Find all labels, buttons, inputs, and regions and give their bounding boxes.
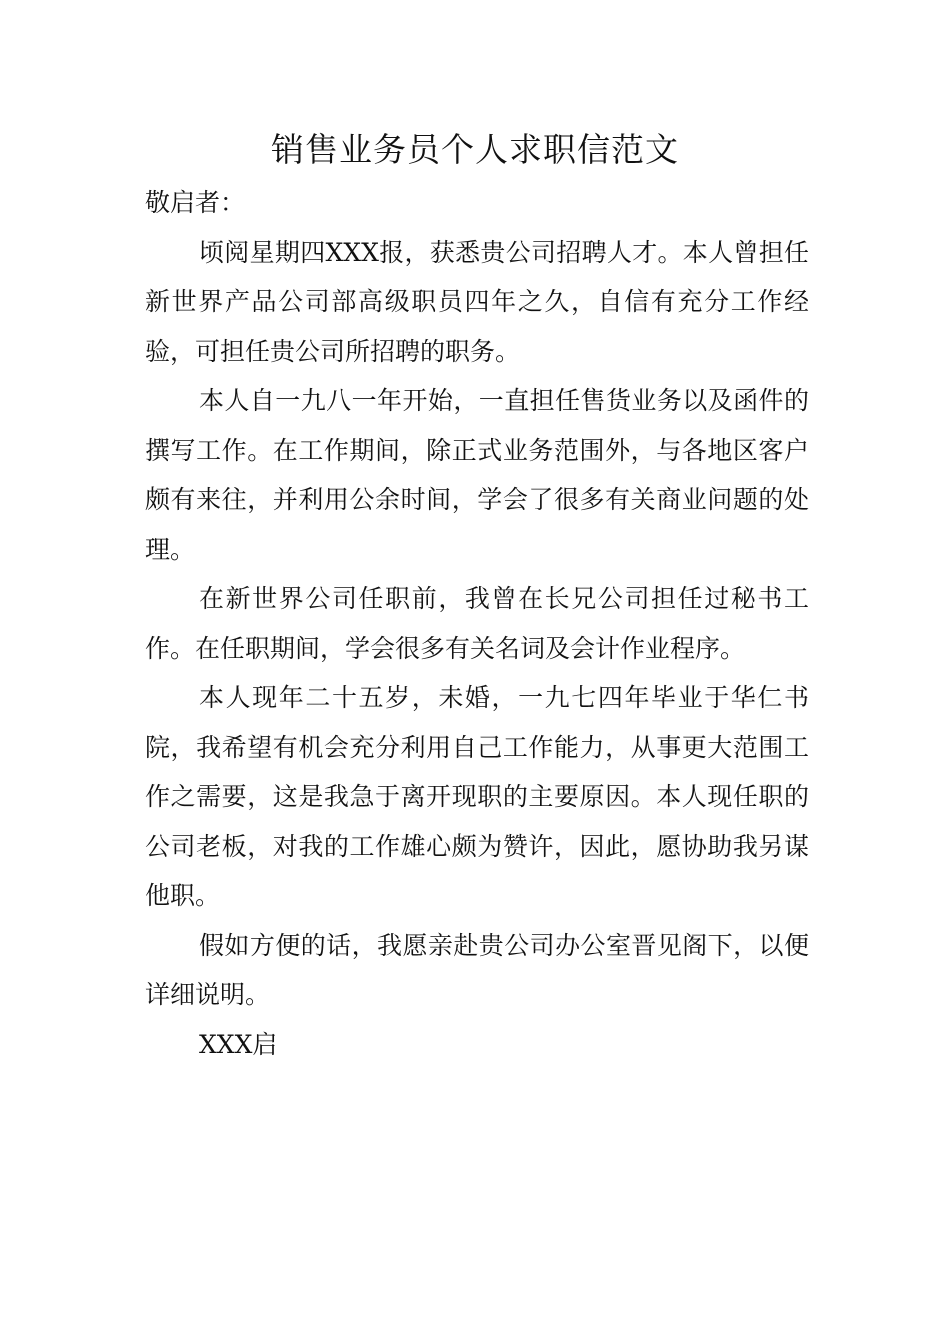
paragraph: 假如方便的话，我愿亲赴贵公司办公室晋见阁下，以便详细说明。 xyxy=(145,930,809,1009)
letter-body xyxy=(145,178,809,1069)
signature: XXX启 xyxy=(199,1029,278,1059)
salutation: 敬启者： xyxy=(145,188,246,217)
paragraph: 本人现年二十五岁，未婚，一九七四年毕业于华仁书院，我希望有机会充分利用自己工作能力，从事更大范围工作之需要，这是我急于离开现职的主要原因。本人现任职的公司老板，对我的工作雄心颇为赞许，因此，愿协助我另谋他职。 xyxy=(145,683,809,910)
paragraph: 在新世界公司任职前，我曾在长兄公司担任过秘书工作。在任职期间，学会很多有关名词及会计作业程序。 xyxy=(145,584,809,663)
document-title: 销售业务员个人求职信范文 xyxy=(271,130,679,169)
paragraph: 本人自一九八一年开始，一直担任售货业务以及函件的撰写工作。在工作期间，除正式业务范围外，与各地区客户颇有来往，并利用公余时间，学会了很多有关商业问题的处理。 xyxy=(145,386,809,564)
paragraph: 顷阅星期四XXX报，获悉贵公司招聘人才。本人曾担任新世界产品公司部高级职员四年之久，自信有充分工作经验，可担任贵公司所招聘的职务。 xyxy=(145,237,809,366)
